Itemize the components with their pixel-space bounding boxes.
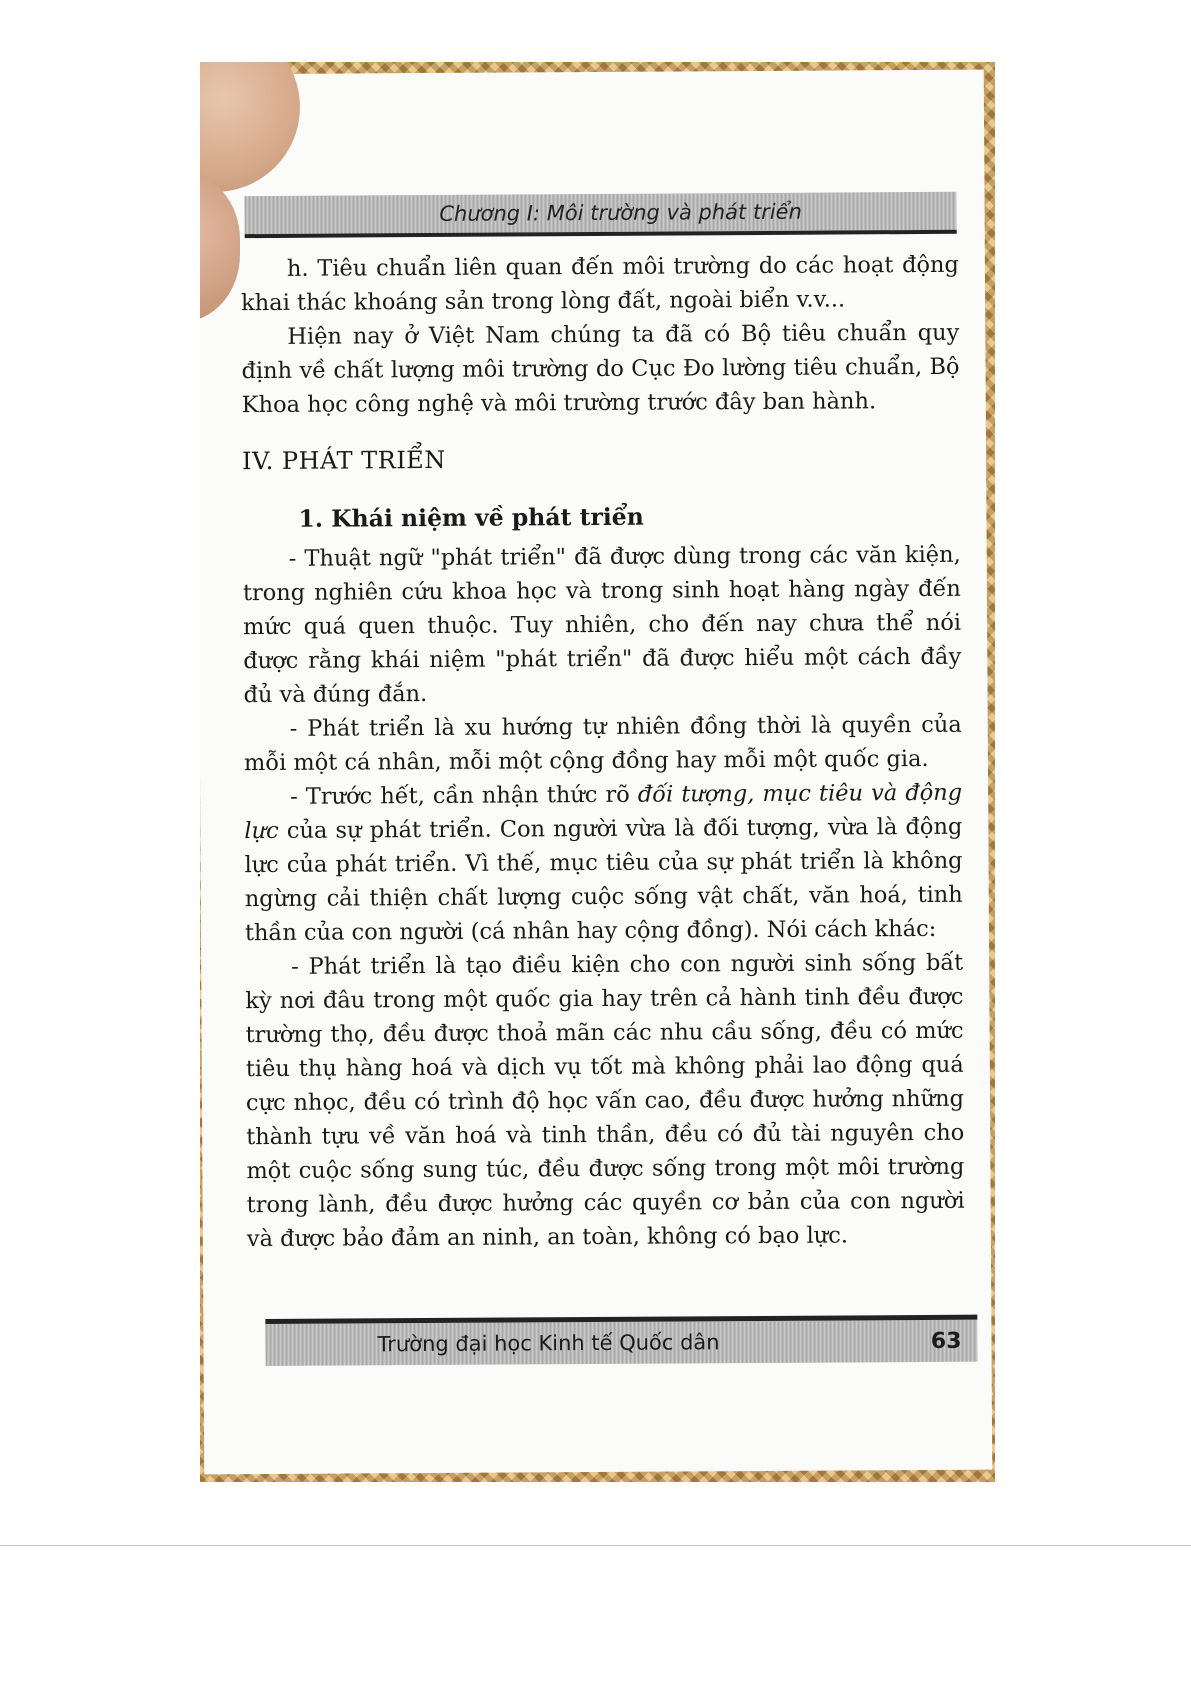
paragraph-hien-nay: Hiện nay ở Việt Nam chúng ta đã có Bộ tiêu chuẩn quy định về chất lượng môi trường do Cục Đo lường tiêu chuẩn, Bộ Khoa học công nghệ và môi trường trước đây ban hành. — [241, 319, 960, 419]
truoc-het-text-b: của sự phát triển. Con người vừa là đối tượng, vừa là động lực của phát triển. Vì thế, mục tiêu của sự phát triển là không ngừng cải thiện chất lượng cuộc sống vật chất, văn hoá, tinh thần của con người (cá nhân hay cộng đồng). Nói cách khác: — [244, 813, 963, 947]
page-footer — [265, 1315, 977, 1366]
paragraph-thuat-ngu: - Thuật ngữ "phát triển" đã được dùng trong các văn kiện, trong nghiên cứu khoa học và trong sinh hoạt hàng ngày đến mức quá quen thuộc. Tuy nhiên, cho đến nay chưa thể nói được rằng khái niệm "phát triển" đã được hiểu một cách đầy đủ và đúng đắn. — [242, 541, 962, 709]
page-number: 63 — [930, 1328, 962, 1354]
paragraph-truoc-het — [244, 776, 963, 950]
viewer-blank-area — [0, 1546, 1191, 1685]
paragraph-xu-huong: - Phát triển là xu hướng tự nhiên đồng thời là quyền của mỗi một cá nhân, mỗi một cộng đồng hay mỗi một quốc gia. — [243, 711, 962, 777]
paragraph-h: h. Tiêu chuẩn liên quan đến môi trường do các hoạt động khai thác khoáng sản trong lòng đất, ngoài biển v.v... — [241, 251, 959, 317]
footer-publisher: Trường đại học Kinh tế Quốc dân — [377, 1330, 720, 1357]
subsection-title: 1. Khái niệm về phát triển — [298, 502, 644, 533]
page-photo — [200, 62, 995, 1482]
chapter-header — [244, 192, 956, 238]
paragraph-tao-dieu-kien: - Phát triển là tạo điều kiện cho con người sinh sống bất kỳ nơi đâu trong một quốc gia hay trên cả hành tinh đều được trường thọ, đều được thoả mãn các nhu cầu sống, đều có mức tiêu thụ hàng hoá và dịch vụ tốt mà không phải lao động quá cực nhọc, đều có trình độ học vấn cao, đều được hưởng những thành tựu về văn hoá và tinh thần, đều có đủ tài nguyên cho một cuộc sống sung túc, đều được sống trong một môi trường trong lành, đều được hưởng các quyền cơ bản của con người và được bảo đảm an ninh, an toàn, không có bạo lực. — [245, 949, 965, 1253]
section-title: IV. PHÁT TRIỂN — [242, 445, 446, 476]
book-page — [200, 70, 992, 1475]
truoc-het-text-a: - Trước hết, cần nhận thức rõ — [290, 781, 638, 810]
page-body — [241, 248, 965, 1256]
chapter-title: Chương I: Môi trường và phát triển — [439, 199, 802, 226]
truoc-het-emphasis: đối tượng, mục tiêu và động lực — [244, 779, 963, 845]
